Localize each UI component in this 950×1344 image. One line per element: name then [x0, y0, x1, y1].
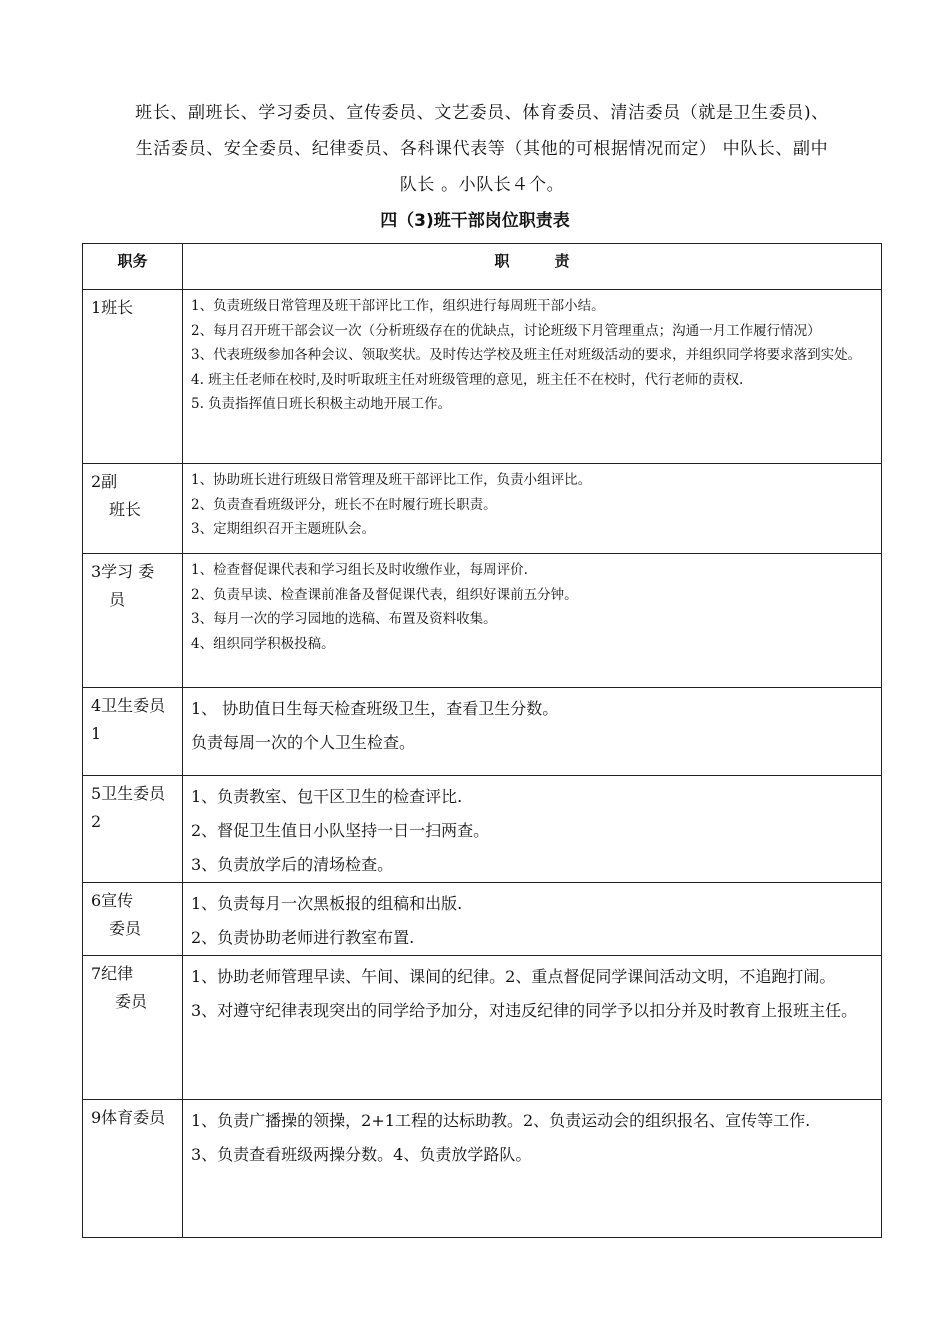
role-name-line-2: 1	[91, 724, 102, 743]
role-name: 7纪律	[91, 964, 134, 983]
role-cell	[83, 776, 183, 883]
duties-cell	[183, 1100, 882, 1238]
duty-item: 1、负责每月一次黑板报的组稿和出版.	[191, 894, 463, 913]
header-duties: 职 责	[183, 244, 882, 290]
intro-line-2: 生活委员、安全委员、纪律委员、各科课代表等（其他的可根据情况而定） 中队长、副中	[135, 139, 829, 159]
duties-cell	[183, 464, 882, 554]
intro-paragraph	[82, 95, 882, 203]
duty-item: 1、负责广播操的领操，2+1工程的达标助教。2、负责运动会的组织报名、宣传等工作.	[191, 1111, 811, 1130]
header-role: 职务	[83, 244, 183, 290]
duty-item: 1、 协助值日生每天检查班级卫生，查看卫生分数。	[191, 699, 559, 718]
duty-item: 1、协助班长进行班级日常管理及班干部评比工作，负责小组评比。	[191, 472, 592, 488]
table-row	[83, 776, 882, 883]
duty-item: 1、协助老师管理早读、午间、课间的纪律。2、重点督促同学课间活动文明，不追跑打闹。	[191, 967, 836, 986]
table-title: 四（3)班干部岗位职责表	[380, 211, 570, 231]
table-row	[83, 464, 882, 554]
role-name-line-2: 班长	[109, 500, 142, 519]
table-header-row	[83, 244, 882, 290]
duty-item: 1、负责教室、包干区卫生的检查评比.	[191, 787, 463, 806]
table-row	[83, 1100, 882, 1238]
duty-item: 2、每月召开班干部会议一次（分析班级存在的优缺点，讨论班级下月管理重点；沟通一月工作履行情况）	[191, 322, 821, 339]
duty-item: 2、负责协助老师进行教室布置.	[191, 928, 415, 947]
role-cell	[83, 554, 183, 688]
duties-cell	[183, 883, 882, 956]
intro-line-1: 班长、副班长、学习委员、宣传委员、文艺委员、体育委员、清洁委员（就是卫生委员)、	[135, 103, 829, 123]
duties-cell	[183, 956, 882, 1100]
duty-item: 1、检查督促课代表和学习组长及时收缴作业，每周评价.	[191, 562, 528, 578]
duty-item: 负责每周一次的个人卫生检查。	[191, 733, 416, 752]
role-cell	[83, 883, 183, 956]
role-name: 3学习 委	[91, 562, 155, 581]
duty-item: 3、负责放学后的清场检查。	[191, 855, 394, 874]
duty-item: 3、负责查看班级两操分数。4、负责放学路队。	[191, 1145, 532, 1164]
duty-item: 3、对遵守纪律表现突出的同学给予加分，对违反纪律的同学予以扣分并及时教育上报班主任。	[191, 1001, 858, 1020]
table-row	[83, 688, 882, 776]
role-cell	[83, 290, 183, 464]
duty-item: 1、负责班级日常管理及班干部评比工作，组织进行每周班干部小结。	[191, 298, 605, 314]
duty-item: 3、定期组织召开主题班队会。	[191, 521, 376, 537]
role-name-line-2: 2	[91, 812, 102, 831]
duty-item: 5. 负责指挥值日班长积极主动地开展工作。	[191, 396, 452, 412]
duty-item: 3、每月一次的学习园地的选稿、布置及资料收集。	[191, 611, 497, 627]
duties-cell	[183, 688, 882, 776]
duty-item: 2、负责查看班级评分，班长不在时履行班长职责。	[191, 496, 497, 513]
duties-cell	[183, 290, 882, 464]
role-name-line-2: 委员	[115, 992, 148, 1011]
table-row	[83, 956, 882, 1100]
table-row	[83, 290, 882, 464]
table-row	[83, 883, 882, 956]
role-name: 5卫生委员	[91, 784, 166, 803]
role-name-line-2: 员	[109, 590, 126, 609]
duties-cell	[183, 776, 882, 883]
role-name: 9体育委员	[91, 1108, 166, 1127]
duty-item: 4、组织同学积极投稿。	[191, 635, 335, 652]
role-cell	[83, 464, 183, 554]
role-name: 1班长	[91, 298, 134, 317]
duty-item: 4. 班主任老师在校时,及时听取班主任对班级管理的意见，班主任不在校时，代行老师的责权.	[191, 371, 744, 388]
intro-line-3: 队长 。小队长４个。	[399, 175, 565, 195]
role-name-line-2: 委员	[109, 919, 142, 938]
role-name: 2副	[91, 472, 118, 491]
role-cell	[83, 688, 183, 776]
table-row	[83, 554, 882, 688]
role-cell	[83, 956, 183, 1100]
duties-cell	[183, 554, 882, 688]
duties-table	[82, 243, 882, 1238]
duty-item: 3、代表班级参加各种会议、领取奖状。及时传达学校及班主任对班级活动的要求，并组织同学将要求落到实处。	[191, 347, 862, 363]
role-name: 6宣传	[91, 891, 134, 910]
duty-item: 2、督促卫生值日小队坚持一日一扫两查。	[191, 821, 490, 840]
role-cell	[83, 1100, 183, 1238]
duty-item: 2、负责早读、检查课前准备及督促课代表，组织好课前五分钟。	[191, 586, 578, 603]
role-name: 4卫生委员	[91, 696, 166, 715]
